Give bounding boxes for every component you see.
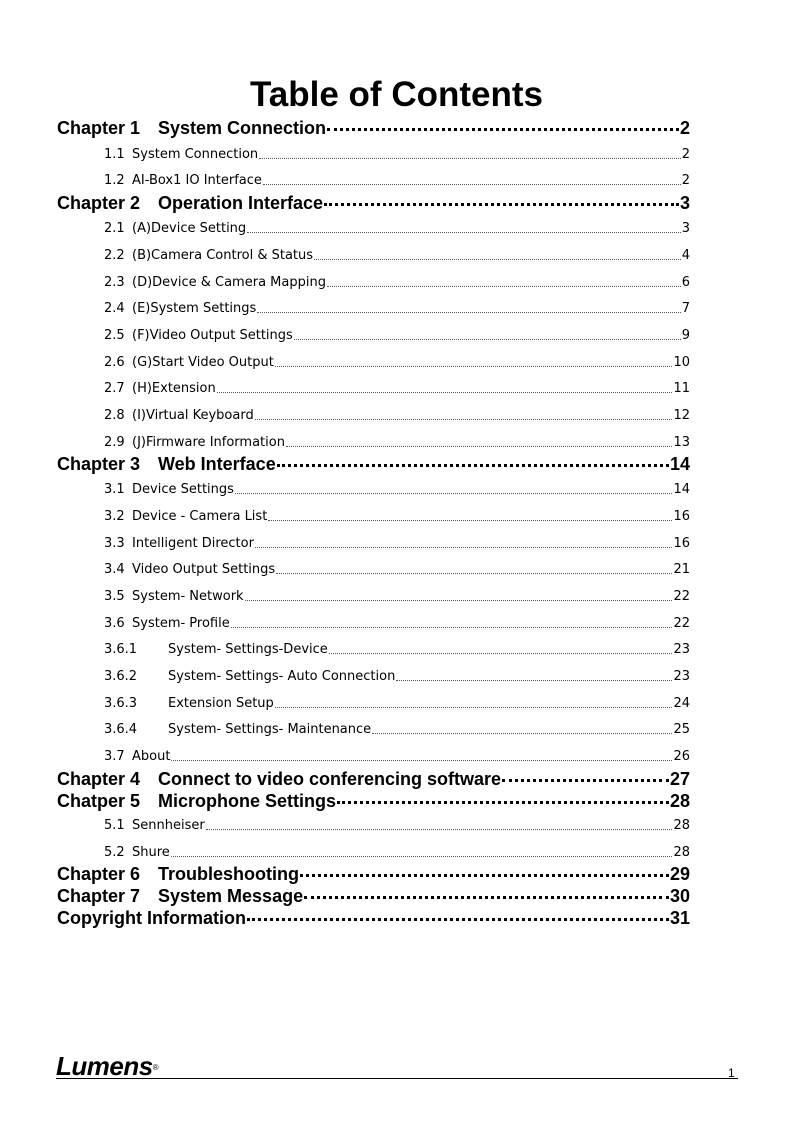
toc-entry-label: (G)Start Video Output bbox=[132, 355, 274, 370]
dot-leader bbox=[235, 493, 673, 494]
dot-leader bbox=[324, 203, 679, 206]
toc-section-entry[interactable] bbox=[104, 589, 690, 605]
toc-entry-label: (D)Device & Camera Mapping bbox=[132, 275, 326, 290]
toc-chapter-entry[interactable] bbox=[57, 453, 690, 475]
dot-leader bbox=[277, 464, 669, 467]
toc-entry-page: 2 bbox=[681, 147, 690, 162]
toc-entry-page: 25 bbox=[673, 722, 690, 737]
registered-mark: ® bbox=[152, 1063, 159, 1072]
toc-section-entry[interactable] bbox=[104, 173, 690, 189]
dot-leader bbox=[396, 680, 672, 681]
toc-entry-page: 2 bbox=[679, 118, 690, 138]
toc-section-entry[interactable] bbox=[104, 845, 690, 861]
toc-entry-label: System- Settings-Device bbox=[168, 642, 328, 657]
toc-entry-label: System- Network bbox=[132, 589, 244, 604]
toc-entry-number: 2.2 bbox=[104, 248, 125, 263]
toc-section-entry[interactable] bbox=[104, 562, 690, 578]
toc-entry-page: 28 bbox=[673, 818, 690, 833]
toc-entry-label: Connect to video conferencing software bbox=[158, 769, 502, 789]
toc-subsection-entry[interactable] bbox=[104, 642, 690, 658]
toc-entry-label: (H)Extension bbox=[132, 381, 216, 396]
toc-entry-page: 28 bbox=[669, 791, 690, 811]
toc-entry-page: 22 bbox=[673, 589, 690, 604]
toc-entry-label: System Connection bbox=[158, 118, 327, 138]
toc-entry-page: 30 bbox=[669, 886, 690, 906]
dot-leader bbox=[286, 446, 673, 447]
toc-entry-number: 3.6.4 bbox=[104, 722, 138, 737]
toc-chapter-entry[interactable] bbox=[57, 768, 690, 790]
toc-entry-page: 3 bbox=[679, 193, 690, 213]
dot-leader bbox=[300, 874, 669, 877]
toc-entry-label: AI-Box1 IO Interface bbox=[132, 173, 262, 188]
dot-leader bbox=[327, 286, 681, 287]
toc-entry-page: 24 bbox=[673, 696, 690, 711]
logo-text: Lumens bbox=[56, 1051, 153, 1081]
dot-leader bbox=[502, 779, 669, 782]
toc-entry-label: (A)Device Setting bbox=[132, 221, 247, 236]
toc-entry-number: 3.6.2 bbox=[104, 669, 138, 684]
toc-entry-page: 4 bbox=[681, 248, 690, 263]
toc-entry-number: Chapter 3 bbox=[57, 454, 141, 474]
toc-section-entry[interactable] bbox=[104, 616, 690, 632]
toc-entry-number: Chapter 1 bbox=[57, 118, 141, 138]
toc-entry-number: Chapter 2 bbox=[57, 193, 141, 213]
toc-entry-page: 7 bbox=[681, 301, 690, 316]
toc-entry-label: Copyright Information bbox=[57, 908, 246, 928]
toc-entry-label: System- Settings- Maintenance bbox=[168, 722, 372, 737]
dot-leader bbox=[257, 312, 680, 313]
toc-entry-page: 23 bbox=[673, 642, 690, 657]
toc-section-entry[interactable] bbox=[104, 275, 690, 291]
toc-entry-page: 16 bbox=[673, 509, 690, 524]
toc-entry-page: 3 bbox=[681, 221, 690, 236]
toc-section-entry[interactable] bbox=[104, 536, 690, 552]
toc-entry-page: 10 bbox=[673, 355, 690, 370]
toc-entry-number: 5.2 bbox=[104, 845, 125, 860]
toc-entry-label: Shure bbox=[132, 845, 170, 860]
toc-entry-number: Chatper 5 bbox=[57, 791, 141, 811]
toc-subsection-entry[interactable] bbox=[104, 722, 690, 738]
toc-section-entry[interactable] bbox=[104, 408, 690, 424]
dot-leader bbox=[259, 158, 681, 159]
toc-entry-label: (J)Firmware Information bbox=[132, 435, 285, 450]
toc-entry-number: 2.1 bbox=[104, 221, 125, 236]
dot-leader bbox=[206, 829, 673, 830]
toc-entry-label: (E)System Settings bbox=[132, 301, 257, 316]
toc-entry-label: Device Settings bbox=[132, 482, 234, 497]
toc-entry-number: 3.6 bbox=[104, 616, 125, 631]
toc-entry-page: 14 bbox=[673, 482, 690, 497]
toc-entry-number: 1.2 bbox=[104, 173, 125, 188]
dot-leader bbox=[217, 392, 673, 393]
toc-entry-number: Chapter 7 bbox=[57, 886, 141, 906]
toc-entry-label: Troubleshooting bbox=[158, 864, 299, 884]
toc-entry-page: 11 bbox=[673, 381, 690, 396]
toc-entry-number: 1.1 bbox=[104, 147, 125, 162]
toc-entry-label: Web Interface bbox=[158, 454, 276, 474]
footer-page-number: 1 bbox=[728, 1066, 735, 1080]
dot-leader bbox=[314, 259, 681, 260]
toc-chapter-entry[interactable] bbox=[57, 907, 690, 929]
dot-leader bbox=[245, 600, 673, 601]
toc-entry-number: 3.6.3 bbox=[104, 696, 138, 711]
toc-entry-number: 2.6 bbox=[104, 355, 125, 370]
toc-entry-number: 2.7 bbox=[104, 381, 125, 396]
toc-entry-label: About bbox=[132, 749, 171, 764]
footer-divider bbox=[56, 1078, 738, 1079]
toc-entry-page: 28 bbox=[673, 845, 690, 860]
toc-entry-page: 6 bbox=[681, 275, 690, 290]
toc-entry-number: 3.4 bbox=[104, 562, 125, 577]
toc-section-entry[interactable] bbox=[104, 818, 690, 834]
toc-entry-label: Intelligent Director bbox=[132, 536, 254, 551]
toc-entry-label: (B)Camera Control & Status bbox=[132, 248, 314, 263]
toc-entry-label: Extension Setup bbox=[168, 696, 274, 711]
dot-leader bbox=[275, 366, 673, 367]
page-title: Table of Contents bbox=[250, 75, 543, 114]
toc-section-entry[interactable] bbox=[104, 328, 690, 344]
dot-leader bbox=[268, 520, 672, 521]
dot-leader bbox=[329, 653, 673, 654]
toc-entry-label: Video Output Settings bbox=[132, 562, 276, 577]
lumens-logo bbox=[56, 1052, 158, 1080]
toc-entry-label: System Message bbox=[158, 886, 304, 906]
toc-chapter-entry[interactable] bbox=[57, 885, 690, 907]
toc-entry-number: 3.1 bbox=[104, 482, 125, 497]
toc-section-entry[interactable] bbox=[104, 147, 690, 163]
toc-entry-page: 29 bbox=[669, 864, 690, 884]
toc-chapter-entry[interactable] bbox=[57, 117, 690, 139]
toc-entry-page: 23 bbox=[673, 669, 690, 684]
toc-entry-label: Device - Camera List bbox=[132, 509, 268, 524]
toc-section-entry[interactable] bbox=[104, 355, 690, 371]
dot-leader bbox=[372, 733, 672, 734]
toc-entry-page: 12 bbox=[673, 408, 690, 423]
toc-entry-number: 2.8 bbox=[104, 408, 125, 423]
toc-entry-number: 3.7 bbox=[104, 749, 125, 764]
dot-leader bbox=[337, 801, 669, 804]
toc-entry-number: 2.5 bbox=[104, 328, 125, 343]
toc-entry-page: 16 bbox=[673, 536, 690, 551]
toc-section-entry[interactable] bbox=[104, 301, 690, 317]
dot-leader bbox=[304, 896, 669, 899]
dot-leader bbox=[327, 128, 679, 131]
toc-entry-label: (I)Virtual Keyboard bbox=[132, 408, 254, 423]
toc-subsection-entry[interactable] bbox=[104, 669, 690, 685]
toc-entry-number: 3.6.1 bbox=[104, 642, 138, 657]
dot-leader bbox=[276, 573, 672, 574]
toc-entry-label: System Connection bbox=[132, 147, 259, 162]
toc-entry-number: 2.4 bbox=[104, 301, 125, 316]
toc-chapter-entry[interactable] bbox=[57, 790, 690, 812]
toc-entry-number: 3.5 bbox=[104, 589, 125, 604]
toc-entry-page: 26 bbox=[673, 749, 690, 764]
toc-chapter-entry[interactable] bbox=[57, 863, 690, 885]
toc-entry-label: Sennheiser bbox=[132, 818, 205, 833]
toc-entry-page: 2 bbox=[681, 173, 690, 188]
toc-subsection-entry[interactable] bbox=[104, 696, 690, 712]
toc-entry-page: 14 bbox=[669, 454, 690, 474]
dot-leader bbox=[171, 856, 673, 857]
dot-leader bbox=[231, 627, 673, 628]
toc-entry-label: System- Profile bbox=[132, 616, 230, 631]
dot-leader bbox=[171, 760, 672, 761]
toc-chapter-entry[interactable] bbox=[57, 192, 690, 214]
toc-entry-number: Chapter 6 bbox=[57, 864, 141, 884]
toc-entry-number: 3.2 bbox=[104, 509, 125, 524]
dot-leader bbox=[275, 707, 673, 708]
toc-section-entry[interactable] bbox=[104, 248, 690, 264]
toc-entry-number: Chapter 4 bbox=[57, 769, 141, 789]
dot-leader bbox=[294, 339, 681, 340]
dot-leader bbox=[263, 184, 681, 185]
toc-entry-label: Operation Interface bbox=[158, 193, 324, 213]
toc-section-entry[interactable] bbox=[104, 509, 690, 525]
toc-section-entry[interactable] bbox=[104, 381, 690, 397]
dot-leader bbox=[247, 232, 681, 233]
toc-entry-page: 21 bbox=[673, 562, 690, 577]
toc-section-entry[interactable] bbox=[104, 749, 690, 765]
toc-entry-number: 5.1 bbox=[104, 818, 125, 833]
toc-entry-page: 31 bbox=[669, 908, 690, 928]
dot-leader bbox=[255, 419, 673, 420]
toc-entry-label: System- Settings- Auto Connection bbox=[168, 669, 396, 684]
toc-section-entry[interactable] bbox=[104, 435, 690, 451]
toc-entry-page: 27 bbox=[669, 769, 690, 789]
toc-entry-label: Microphone Settings bbox=[158, 791, 337, 811]
toc-entry-number: 2.9 bbox=[104, 435, 125, 450]
toc-entry-page: 9 bbox=[681, 328, 690, 343]
toc-section-entry[interactable] bbox=[104, 221, 690, 237]
toc-entry-page: 22 bbox=[673, 616, 690, 631]
toc-entry-number: 3.3 bbox=[104, 536, 125, 551]
toc-entry-page: 13 bbox=[673, 435, 690, 450]
toc-entry-label: (F)Video Output Settings bbox=[132, 328, 293, 343]
dot-leader bbox=[255, 547, 673, 548]
toc-entry-number: 2.3 bbox=[104, 275, 125, 290]
dot-leader bbox=[247, 918, 669, 921]
toc-section-entry[interactable] bbox=[104, 482, 690, 498]
